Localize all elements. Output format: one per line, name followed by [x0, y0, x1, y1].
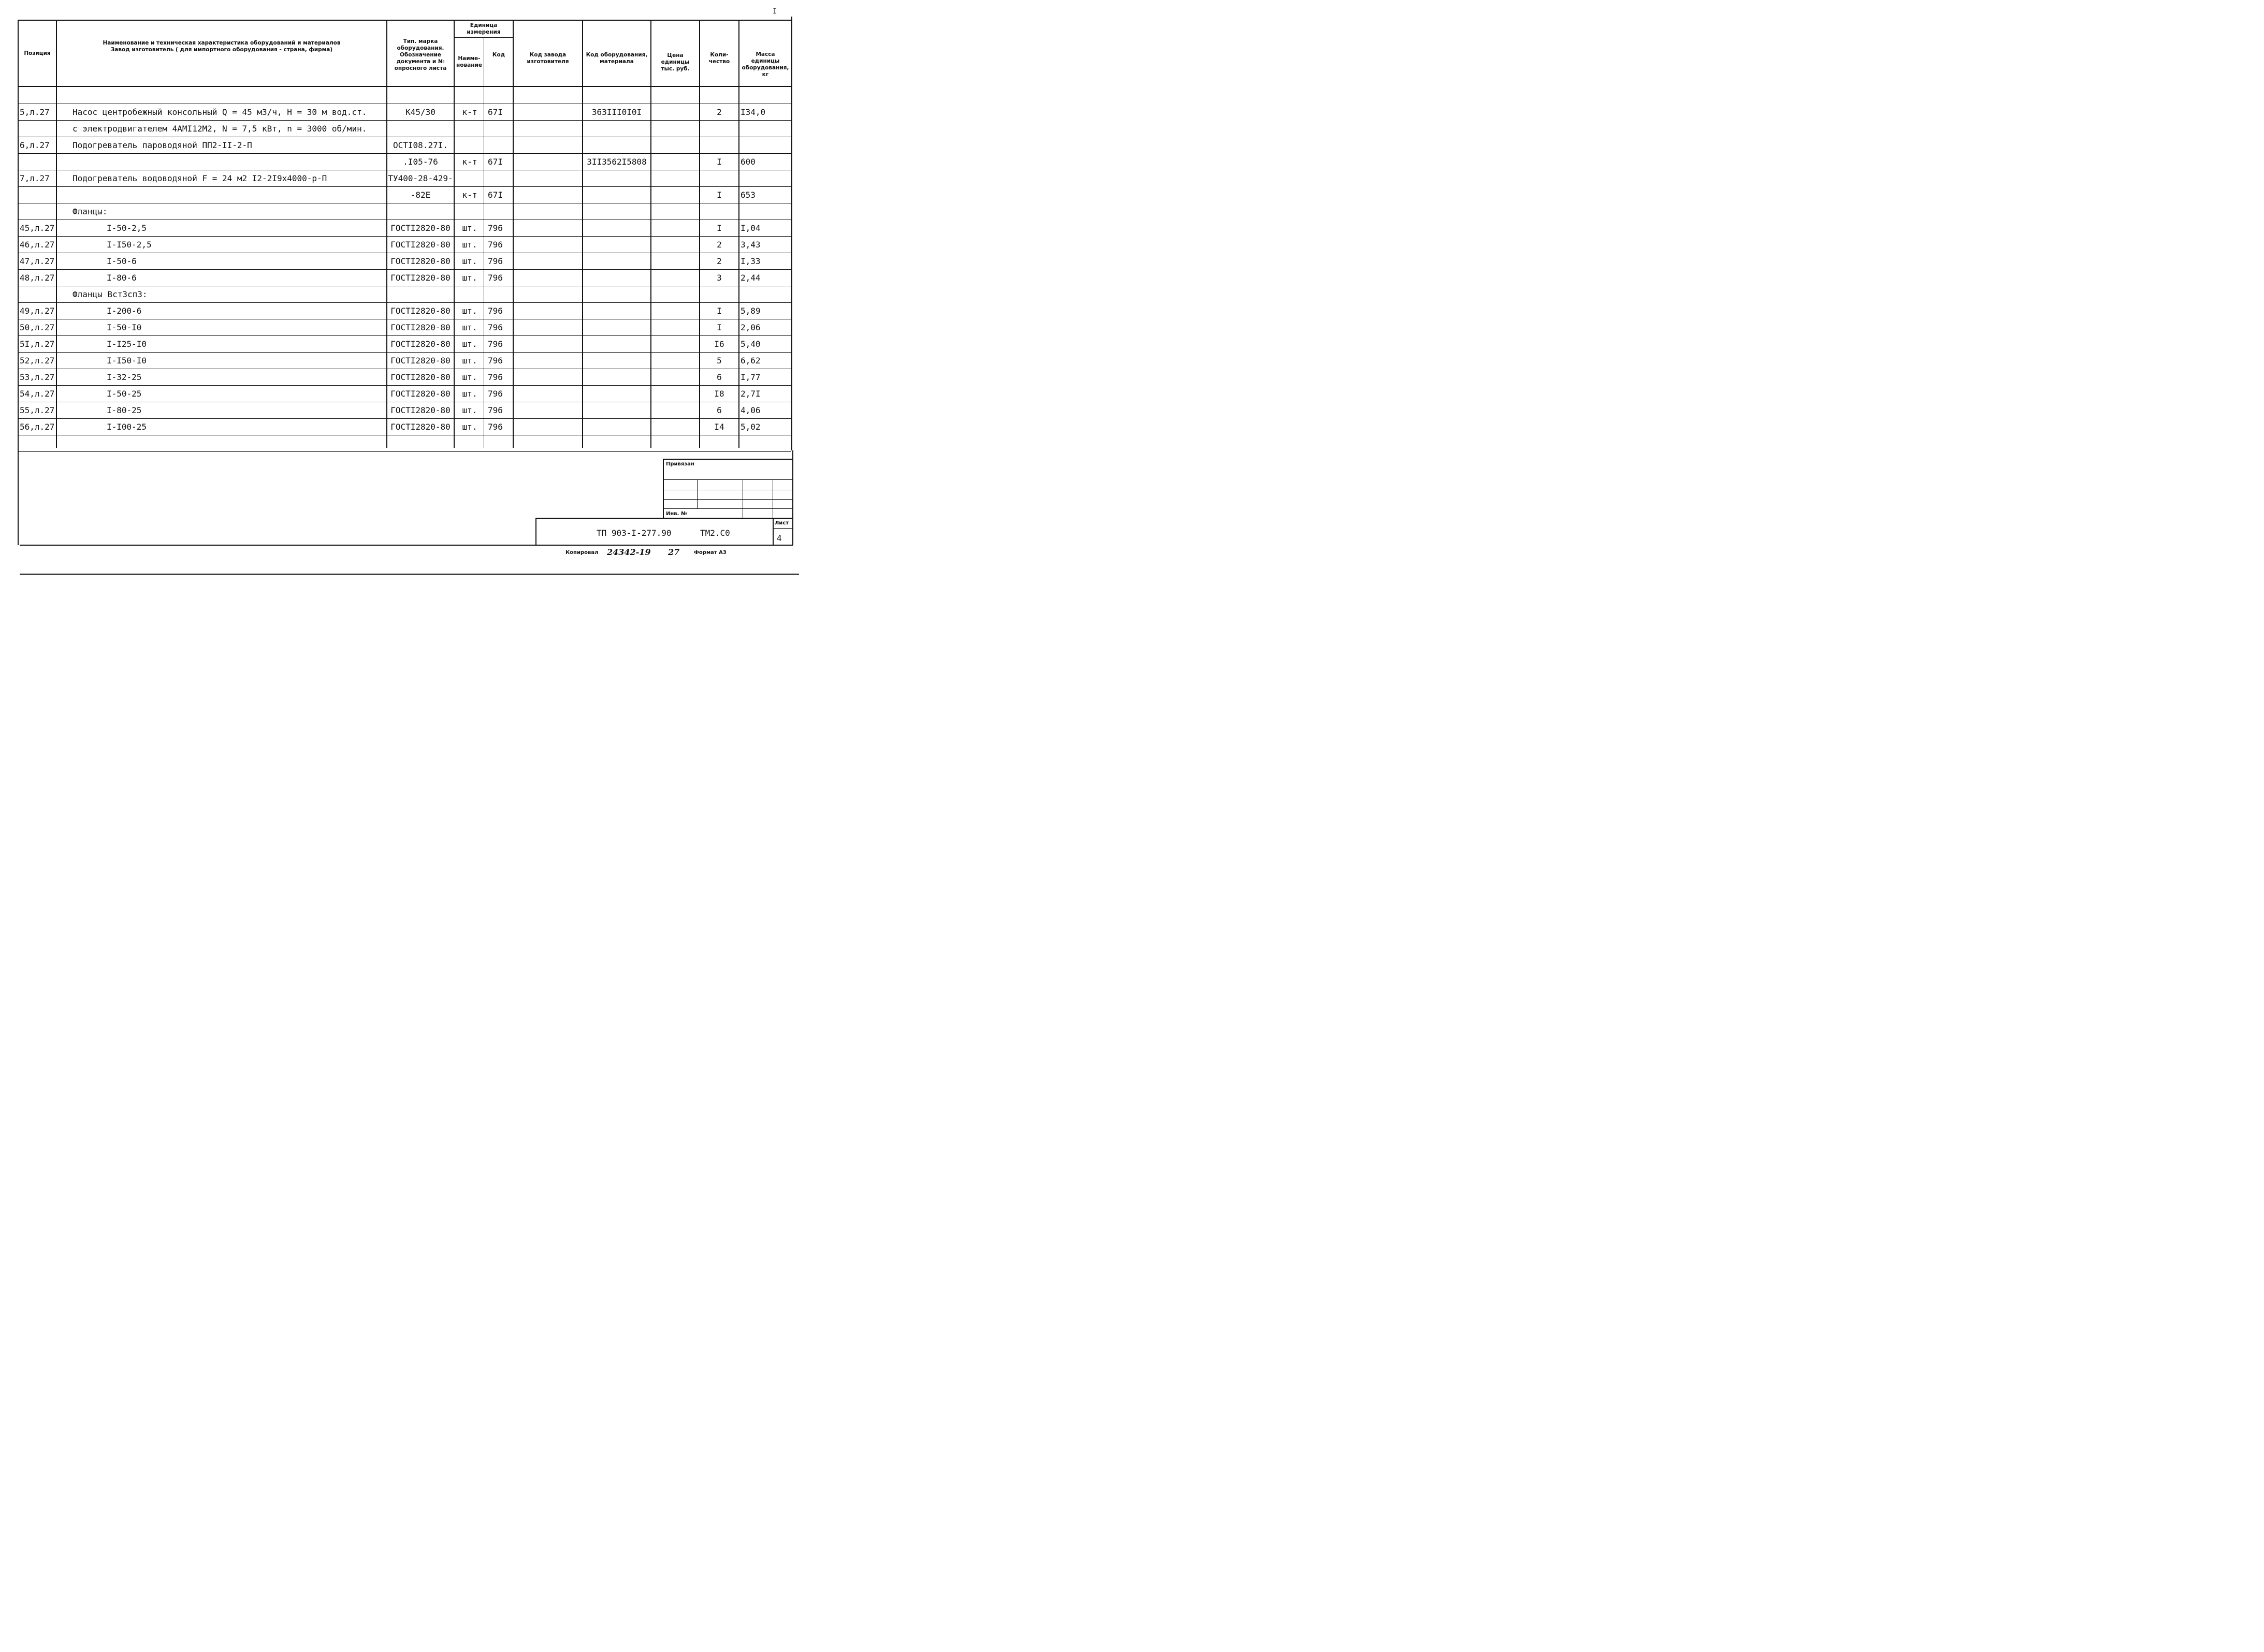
- cell-equip: 3II3562I5808: [587, 157, 647, 167]
- cell-qty: I6: [714, 339, 724, 349]
- cell-equip: 363III0I0I: [591, 107, 642, 117]
- cell-qty: [700, 287, 738, 302]
- cell-unit: [456, 171, 484, 186]
- cell-name: с электродвигателем 4АМI12М2, N = 7,5 кВт, n = 3000 об/мин.: [72, 124, 367, 134]
- row-separator: [18, 385, 791, 386]
- cell-unit: шт.: [462, 422, 477, 432]
- cell-pos: 49,л.27: [20, 306, 55, 316]
- cell-qty: 2: [717, 107, 722, 117]
- cell-unit: [456, 436, 484, 451]
- cell-equip: [583, 370, 650, 385]
- cell-name: Подогреватель водоводяной F = 24 м2 I2-2I9х4000-р-П: [72, 173, 327, 183]
- cell-equip: [583, 353, 650, 369]
- stamp-bound-label: Привязан: [666, 461, 694, 467]
- cell-type: ГОСТI2820-80: [390, 389, 451, 399]
- cell-mass: 3,43: [741, 240, 761, 250]
- row-separator: [18, 335, 791, 336]
- cell-mass: 6,62: [741, 356, 761, 366]
- cell-type: [387, 436, 454, 451]
- cell-mass: I,04: [741, 223, 761, 233]
- cell-qty: I8: [714, 389, 724, 399]
- stamp-sheet-divider: [773, 528, 792, 529]
- cell-code: 796: [488, 306, 503, 316]
- row-separator: [18, 236, 791, 237]
- cell-name: I-200-6: [107, 306, 142, 316]
- cell-name: I-50-6: [107, 256, 137, 266]
- cell-equip: [583, 237, 650, 253]
- cell-pos: 47,л.27: [20, 256, 55, 266]
- cell-qty: [700, 436, 738, 451]
- cell-mass: 653: [741, 190, 756, 200]
- stamp-top: [663, 459, 792, 460]
- cell-pos: 46,л.27: [20, 240, 55, 250]
- cell-mass: I,33: [741, 256, 761, 266]
- cell-type: К45/30: [405, 107, 436, 117]
- cell-type: ГОСТI2820-80: [390, 240, 451, 250]
- cell-qty: 6: [717, 405, 722, 415]
- cell-qty: I: [717, 306, 722, 316]
- cell-equip: [583, 403, 650, 418]
- cell-unit: [456, 121, 484, 137]
- stamp-main-top: [535, 518, 792, 519]
- cell-pos: 48,л.27: [20, 273, 55, 283]
- cell-pos: 53,л.27: [20, 372, 55, 382]
- cell-qty: I: [717, 190, 722, 200]
- cell-code: 796: [488, 389, 503, 399]
- cell-pos: 56,л.27: [20, 422, 55, 432]
- header-plant-code: Код завода изготовителя: [527, 52, 569, 65]
- cell-equip: [583, 121, 650, 137]
- cell-type: ГОСТI2820-80: [390, 372, 451, 382]
- header-unit-group: Единица измерения: [467, 22, 501, 35]
- cell-type: ОСТI08.27I.: [393, 140, 448, 150]
- cell-equip: [583, 221, 650, 236]
- header-qty: Коли- чество: [708, 52, 730, 65]
- stamp-vgrid-1: [697, 479, 698, 508]
- cell-equip: [583, 270, 650, 286]
- stamp-doc-mark: ТМ2.С0: [700, 528, 730, 538]
- stamp-sheet-label: Лист: [775, 520, 789, 526]
- cell-unit: шт.: [462, 223, 477, 233]
- cell-name: Фланцы ВстЗсп3:: [72, 289, 148, 299]
- cell-qty: 3: [717, 273, 722, 283]
- cell-type: ГОСТI2820-80: [390, 306, 451, 316]
- cell-code: 796: [488, 223, 503, 233]
- cell-unit: [456, 204, 484, 220]
- cell-name: I-I50-I0: [107, 356, 147, 366]
- cell-pos: 6,л.27: [20, 140, 50, 150]
- cell-qty: 5: [717, 356, 722, 366]
- cell-type: [387, 88, 454, 104]
- cell-equip: [583, 287, 650, 302]
- cell-type: ГОСТI2820-80: [390, 223, 451, 233]
- stamp-left: [663, 459, 664, 518]
- cell-code: 67I: [488, 157, 503, 167]
- stamp-sheet-left: [773, 518, 774, 545]
- row-separator: [18, 269, 791, 270]
- header-name: Наименование и техническая характеристика оборудований и материалов Завод изготовитель ( для импортного оборудования - страна, фирма): [103, 40, 341, 53]
- cell-qty: [700, 171, 738, 186]
- cell-type: .I05-76: [403, 157, 438, 167]
- cell-equip: [583, 386, 650, 402]
- cell-unit: шт.: [462, 273, 477, 283]
- cell-mass: 600: [741, 157, 756, 167]
- cell-type: ГОСТI2820-80: [390, 339, 451, 349]
- cell-type: [387, 204, 454, 220]
- cell-equip: [583, 88, 650, 104]
- cell-pos: 55,л.27: [20, 405, 55, 415]
- cell-unit: [456, 88, 484, 104]
- cell-equip: [583, 171, 650, 186]
- cell-equip: [583, 337, 650, 352]
- cell-mass: 5,02: [741, 422, 761, 432]
- cell-qty: 2: [717, 256, 722, 266]
- cell-mass: 2,7I: [741, 389, 761, 399]
- cell-qty: I: [717, 223, 722, 233]
- cell-equip: [583, 138, 650, 153]
- cell-type: ГОСТI2820-80: [390, 256, 451, 266]
- cell-type: ТУ400-28-429-: [388, 173, 453, 183]
- row-separator: [18, 418, 791, 419]
- cell-type: ГОСТI2820-80: [390, 356, 451, 366]
- footer-copy-number: 24342-19: [607, 547, 651, 557]
- header-position: Позиция: [24, 50, 51, 56]
- cell-name: Фланцы:: [72, 207, 108, 216]
- cell-pos: 45,л.27: [20, 223, 55, 233]
- cell-pos: 52,л.27: [20, 356, 55, 366]
- cell-unit: шт.: [462, 240, 477, 250]
- cell-unit: шт.: [462, 389, 477, 399]
- cell-equip: [583, 436, 650, 451]
- cell-code: 796: [488, 339, 503, 349]
- cell-qty: I: [717, 323, 722, 332]
- cell-qty: [700, 121, 738, 137]
- cell-name: Подогреватель пароводяной ПП2-II-2-П: [72, 140, 252, 150]
- cell-equip: [583, 204, 650, 220]
- cell-pos: 5I,л.27: [20, 339, 55, 349]
- cell-name: I-50-I0: [107, 323, 142, 332]
- cell-equip: [583, 254, 650, 269]
- cell-unit: шт.: [462, 405, 477, 415]
- cell-unit: шт.: [462, 356, 477, 366]
- unit-group-divider: [454, 37, 513, 38]
- cell-type: ГОСТI2820-80: [390, 422, 451, 432]
- cell-unit: шт.: [462, 323, 477, 332]
- cell-name: Насос центробежный консольный Q = 45 м3/ч, Н = 30 м вод.ст.: [72, 107, 367, 117]
- cell-type: [387, 287, 454, 302]
- cell-mass: 5,89: [741, 306, 761, 316]
- cell-unit: шт.: [462, 339, 477, 349]
- page-mark: I: [773, 7, 777, 16]
- cell-code: 796: [488, 372, 503, 382]
- frame-right: [791, 17, 792, 450]
- frame-right-lower: [792, 450, 793, 545]
- cell-name: I-50-2,5: [107, 223, 147, 233]
- row-separator: [18, 120, 791, 121]
- cell-qty: [700, 138, 738, 153]
- cell-type: ГОСТI2820-80: [390, 273, 451, 283]
- cell-qty: [700, 88, 738, 104]
- cell-mass: I34,0: [741, 107, 766, 117]
- cell-type: ГОСТI2820-80: [390, 405, 451, 415]
- cell-qty: I: [717, 157, 722, 167]
- cell-unit: [456, 138, 484, 153]
- cell-code: 796: [488, 422, 503, 432]
- cell-name: I-I00-25: [107, 422, 147, 432]
- stamp-main-left: [535, 518, 536, 545]
- footer-format-label: Формат А3: [694, 550, 727, 555]
- stamp-doc-code: ТП 903-I-277.90: [597, 528, 672, 538]
- cell-type: [387, 121, 454, 137]
- stamp-inv-label: Инв. №: [666, 511, 687, 517]
- cell-code: 796: [488, 323, 503, 332]
- cell-name: I-32-25: [107, 372, 142, 382]
- cell-unit: к-т: [462, 107, 477, 117]
- cell-equip: [583, 187, 650, 203]
- header-type: Тип. марка оборудования. Обозначение документа и № опросного листа: [394, 38, 447, 71]
- cell-pos: 5,л.27: [20, 107, 50, 117]
- cell-code: 796: [488, 405, 503, 415]
- cell-type: ГОСТI2820-80: [390, 323, 451, 332]
- cell-pos: 50,л.27: [20, 323, 55, 332]
- cell-code: 67I: [488, 107, 503, 117]
- header-mass: Масса единицы оборудования, кг: [742, 51, 789, 78]
- cell-name: I-I50-2,5: [107, 240, 152, 250]
- header-unit-code: Код: [492, 51, 505, 58]
- cell-unit: [456, 287, 484, 302]
- cell-qty: 2: [717, 240, 722, 250]
- cell-unit: к-т: [462, 157, 477, 167]
- row-separator: [18, 451, 791, 452]
- cell-unit: шт.: [462, 372, 477, 382]
- page-bottom-rule: [20, 574, 799, 575]
- cell-type: -82Е: [410, 190, 431, 200]
- frame-left: [18, 20, 19, 545]
- cell-pos: 54,л.27: [20, 389, 55, 399]
- cell-mass: 5,40: [741, 339, 761, 349]
- row-separator: [18, 153, 791, 154]
- cell-equip: [583, 303, 650, 319]
- cell-code: 67I: [488, 190, 503, 200]
- cell-code: 796: [488, 356, 503, 366]
- cell-mass: 4,06: [741, 405, 761, 415]
- footer-copy-number-2: 27: [668, 547, 680, 557]
- cell-name: I-I25-I0: [107, 339, 147, 349]
- header-price: Цена единицы тыс. руб.: [661, 52, 690, 72]
- frame-bottom: [20, 545, 793, 546]
- cell-equip: [583, 320, 650, 335]
- cell-name: I-50-25: [107, 389, 142, 399]
- cell-unit: к-т: [462, 190, 477, 200]
- row-separator: [18, 186, 791, 187]
- cell-code: 796: [488, 273, 503, 283]
- cell-mass: 2,06: [741, 323, 761, 332]
- cell-mass: 2,44: [741, 273, 761, 283]
- cell-code: 796: [488, 256, 503, 266]
- row-separator: [18, 352, 791, 353]
- cell-mass: I,77: [741, 372, 761, 382]
- cell-name: I-80-6: [107, 273, 137, 283]
- cell-unit: шт.: [462, 306, 477, 316]
- cell-pos: 7,л.27: [20, 173, 50, 183]
- cell-qty: I4: [714, 422, 724, 432]
- footer-copied-label: Копировал: [565, 550, 599, 555]
- cell-unit: шт.: [462, 256, 477, 266]
- cell-code: 796: [488, 240, 503, 250]
- stamp-sheet-number: 4: [777, 533, 782, 543]
- header-unit-name: Наиме- нование: [456, 55, 482, 68]
- header-equip-code: Код оборудования, материала: [586, 52, 648, 65]
- cell-qty: [700, 204, 738, 220]
- cell-name: I-80-25: [107, 405, 142, 415]
- cell-equip: [583, 419, 650, 435]
- cell-qty: 6: [717, 372, 722, 382]
- row-separator: [18, 302, 791, 303]
